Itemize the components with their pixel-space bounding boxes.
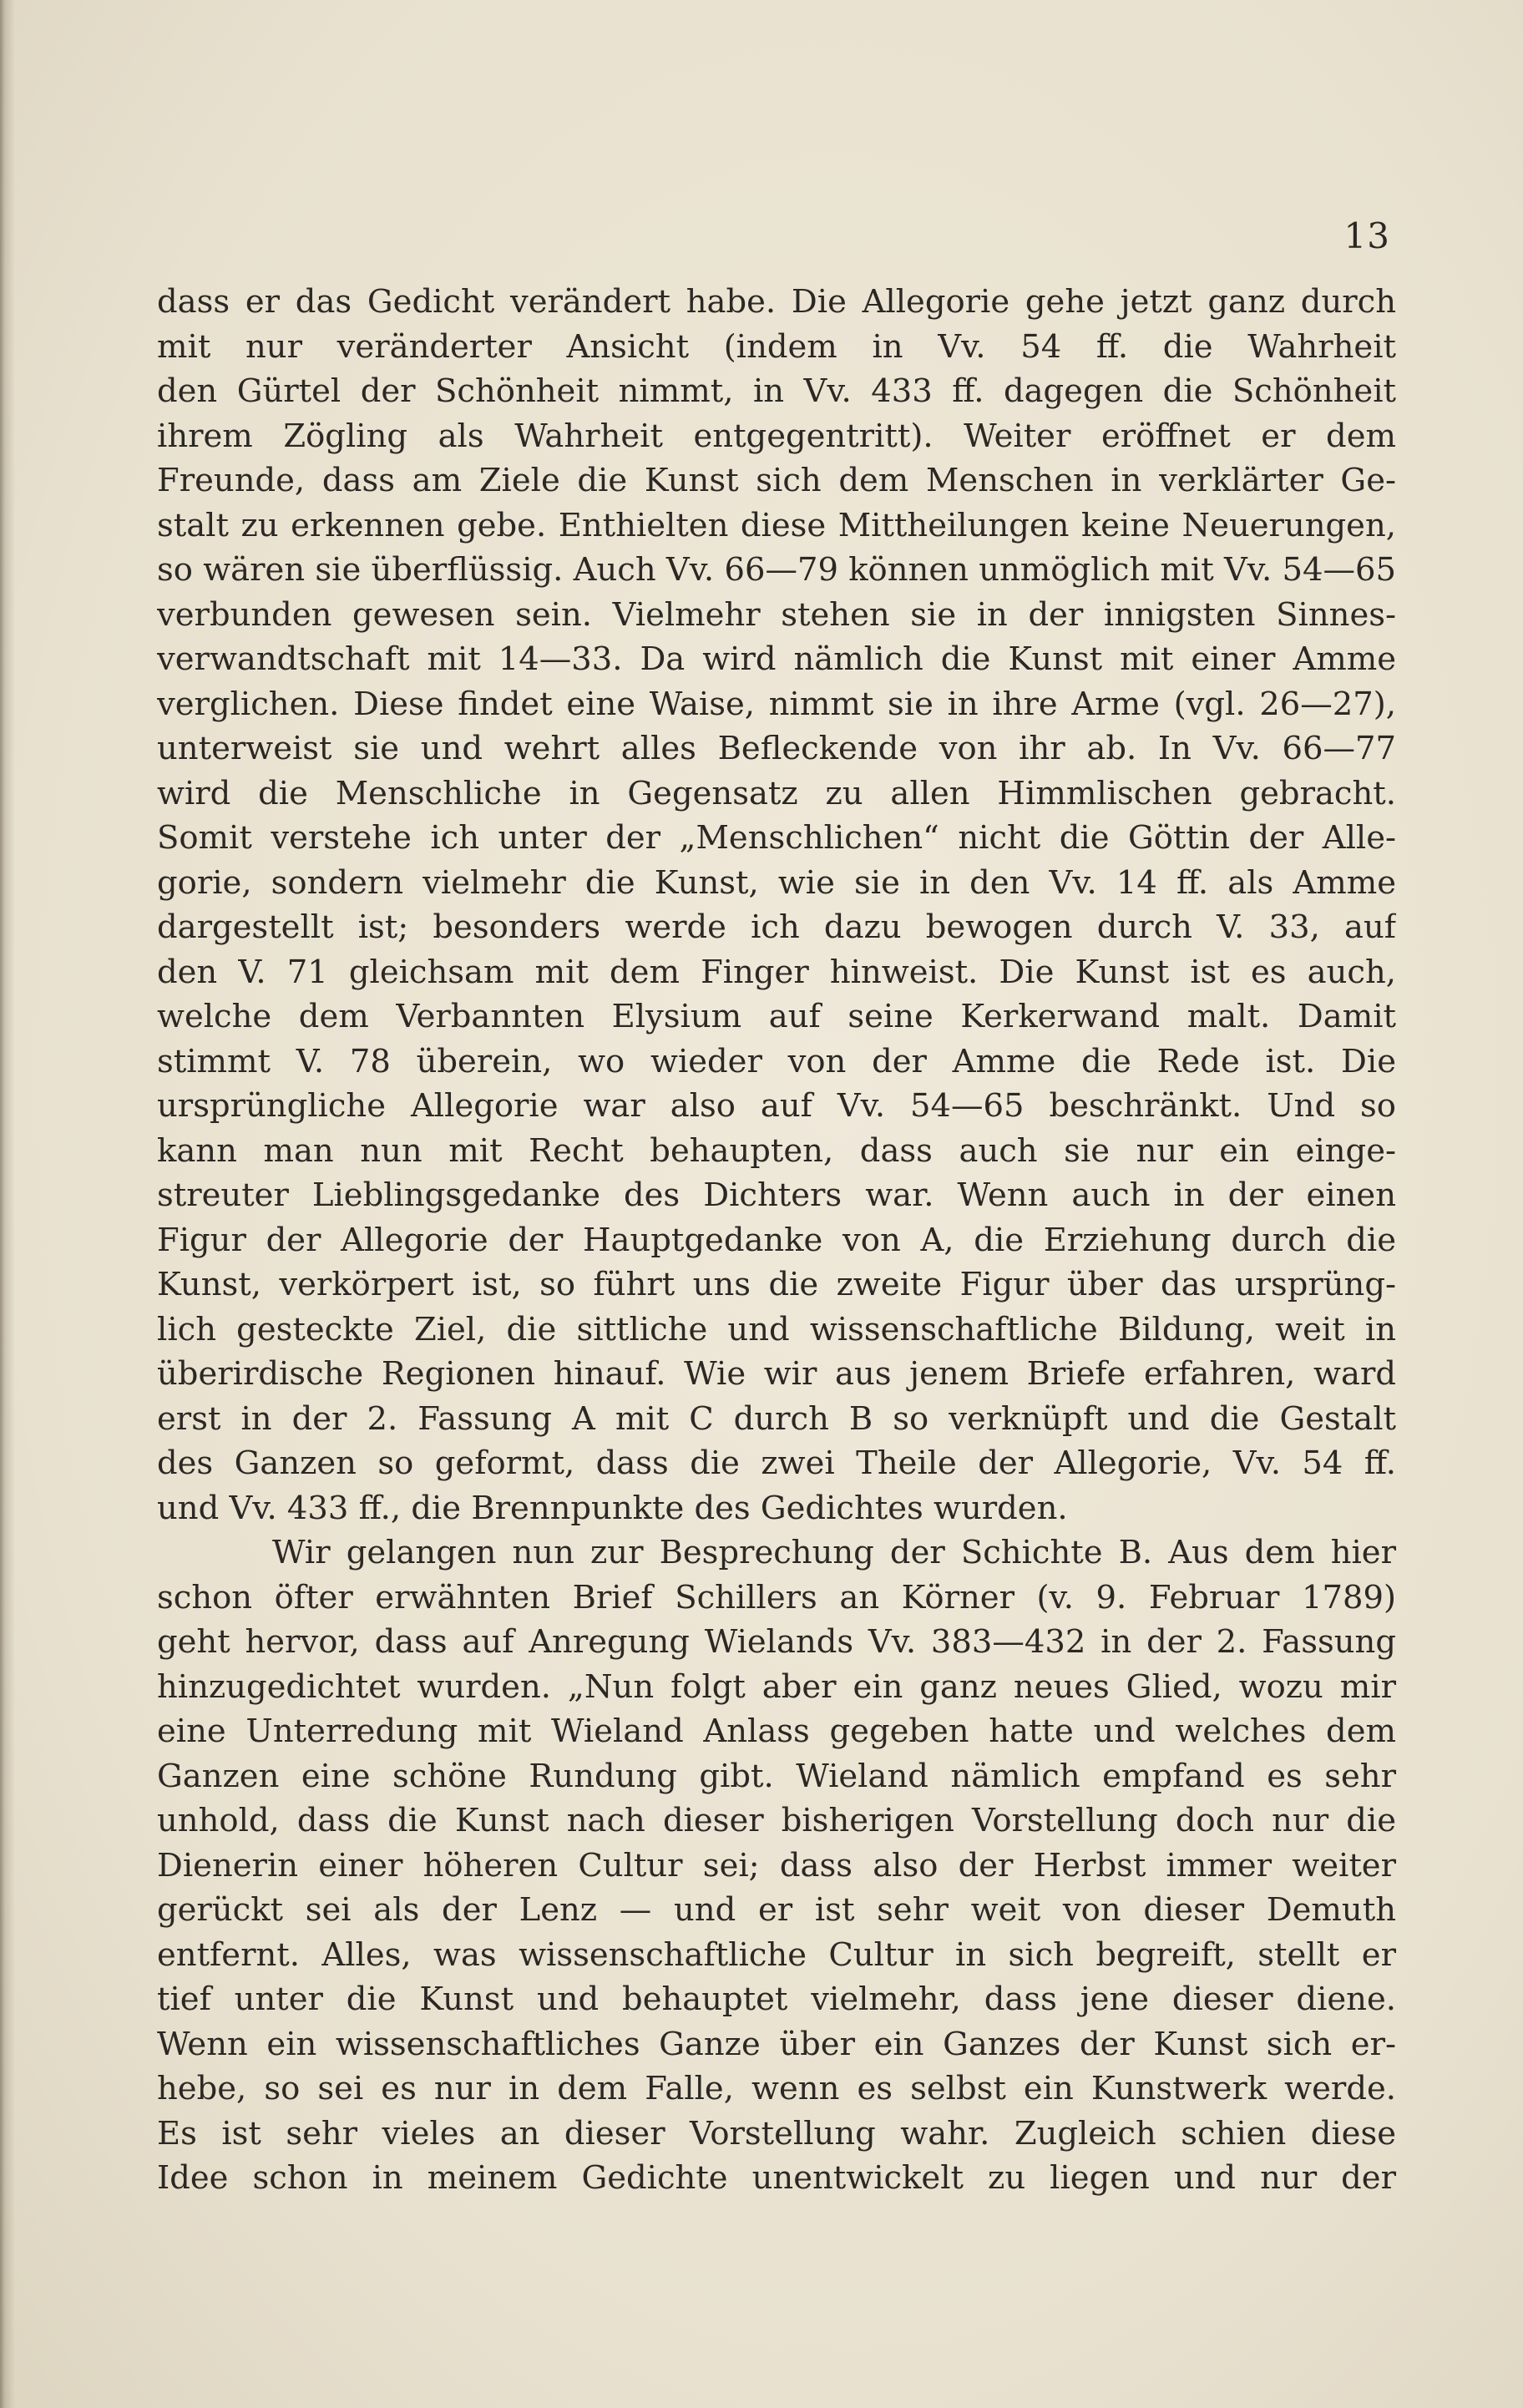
text-line: eine Unterredung mit Wieland Anlass gegeben hatte und welches dem xyxy=(157,1712,1396,1750)
text-line: des Ganzen so geformt, dass die zwei Theile der Allegorie, Vv. 54 ff. xyxy=(157,1444,1396,1482)
text-line: Kunst, verkörpert ist, so führt uns die zweite Figur über das ursprüng- xyxy=(157,1266,1396,1303)
text-line: dargestellt ist; besonders werde ich dazu bewogen durch V. 33, auf xyxy=(157,908,1396,946)
text-line: überirdische Regionen hinauf. Wie wir aus jenem Briefe erfahren, ward xyxy=(157,1355,1396,1393)
text-line: mit nur veränderter Ansicht (indem in Vv. 54 ff. die Wahrheit xyxy=(157,327,1396,366)
body-text xyxy=(157,280,1396,2201)
text-line: ihrem Zögling als Wahrheit entgegentritt). Weiter eröffnet er dem xyxy=(157,417,1396,455)
text-line: wird die Menschliche in Gegensatz zu allen Himmlischen gebracht. xyxy=(157,774,1396,812)
text-line: Freunde, dass am Ziele die Kunst sich dem Menschen in verklärter Ge- xyxy=(157,462,1396,499)
text-line: Figur der Allegorie der Hauptgedanke von A, die Erziehung durch die xyxy=(157,1221,1396,1259)
text-line: unterweist sie und wehrt alles Befleckende von ihr ab. In Vv. 66—77 xyxy=(157,730,1396,767)
text-line: hebe, so sei es nur in dem Falle, wenn es selbst ein Kunstwerk werde. xyxy=(157,2070,1396,2107)
text-line: tief unter die Kunst und behauptet vielmehr, dass jene dieser diene. xyxy=(157,1981,1396,2018)
paragraph-2 xyxy=(157,1530,1396,2201)
text-line: geht hervor, dass auf Anregung Wielands Vv. 383—432 in der 2. Fassung xyxy=(157,1623,1396,1661)
text-line: den Gürtel der Schönheit nimmt, in Vv. 433 ff. dagegen die Schönheit xyxy=(157,372,1396,410)
text-line: verbunden gewesen sein. Vielmehr stehen sie in der innigsten Sinnes- xyxy=(157,595,1396,634)
text-line: Idee schon in meinem Gedichte unentwickelt zu liegen und nur der xyxy=(157,2159,1396,2197)
text-line: den V. 71 gleichsam mit dem Finger hinweist. Die Kunst ist es auch, xyxy=(157,953,1396,991)
text-line: welche dem Verbannten Elysium auf seine Kerkerwand malt. Damit xyxy=(157,998,1396,1035)
text-line: hinzugedichtet wurden. „Nun folgt aber ein ganz neues Glied, wozu mir xyxy=(157,1667,1396,1706)
text-line: verglichen. Diese findet eine Waise, nimmt sie in ihre Arme (vgl. 26—27), xyxy=(157,685,1396,723)
text-line: Dienerin einer höheren Cultur sei; dass also der Herbst immer weiter xyxy=(157,1846,1396,1884)
text-line: Es ist sehr vieles an dieser Vorstellung wahr. Zugleich schien diese xyxy=(157,2114,1396,2153)
text-line: und Vv. 433 ff., die Brennpunkte des Gedichtes wurden. xyxy=(157,1489,1068,1527)
text-line: streuter Lieblingsgedanke des Dichters war. Wenn auch in der einen xyxy=(157,1176,1396,1214)
text-line: gorie, sondern vielmehr die Kunst, wie sie in den Vv. 14 ff. als Amme xyxy=(157,863,1396,902)
text-line: schon öfter erwähnten Brief Schillers an Körner (v. 9. Februar 1789) xyxy=(157,1578,1396,1616)
text-line: stalt zu erkennen gebe. Enthielten diese Mittheilungen keine Neuerungen, xyxy=(157,506,1396,544)
text-line: stimmt V. 78 überein, wo wieder von der Amme die Rede ist. Die xyxy=(157,1042,1396,1080)
text-line: Wir gelangen nun zur Besprechung der Schichte B. Aus dem hier xyxy=(272,1534,1396,1571)
text-line: so wären sie überflüssig. Auch Vv. 66—79 können unmöglich mit Vv. 54—65 xyxy=(157,551,1396,589)
text-line: unhold, dass die Kunst nach dieser bisherigen Vorstellung doch nur die xyxy=(157,1802,1396,1839)
paragraph-1 xyxy=(157,280,1396,1530)
text-line: ursprüngliche Allegorie war also auf Vv. 54—65 beschränkt. Und so xyxy=(157,1087,1396,1125)
text-line: kann man nun mit Recht behaupten, dass auch sie nur ein einge- xyxy=(157,1131,1396,1170)
page-number: 13 xyxy=(1343,215,1390,256)
text-line: entfernt. Alles, was wissenschaftliche Cultur in sich begreift, stellt er xyxy=(157,1935,1396,1974)
text-line: gerückt sei als der Lenz — und er ist sehr weit von dieser Demuth xyxy=(157,1891,1396,1929)
text-line: Ganzen eine schöne Rundung gibt. Wieland nämlich empfand es sehr xyxy=(157,1757,1396,1795)
text-line: Somit verstehe ich unter der „Menschlichen“ nicht die Göttin der Alle- xyxy=(157,819,1396,857)
text-line: Wenn ein wissenschaftliches Ganze über ein Ganzes der Kunst sich er- xyxy=(157,2025,1396,2063)
text-line: verwandtschaft mit 14—33. Da wird nämlich die Kunst mit einer Amme xyxy=(157,640,1396,678)
text-line: dass er das Gedicht verändert habe. Die Allegorie gehe jetzt ganz durch xyxy=(157,283,1396,321)
text-line: lich gesteckte Ziel, die sittliche und wissenschaftliche Bildung, weit in xyxy=(157,1310,1396,1348)
text-line: erst in der 2. Fassung A mit C durch B so verknüpft und die Gestalt xyxy=(157,1399,1396,1438)
